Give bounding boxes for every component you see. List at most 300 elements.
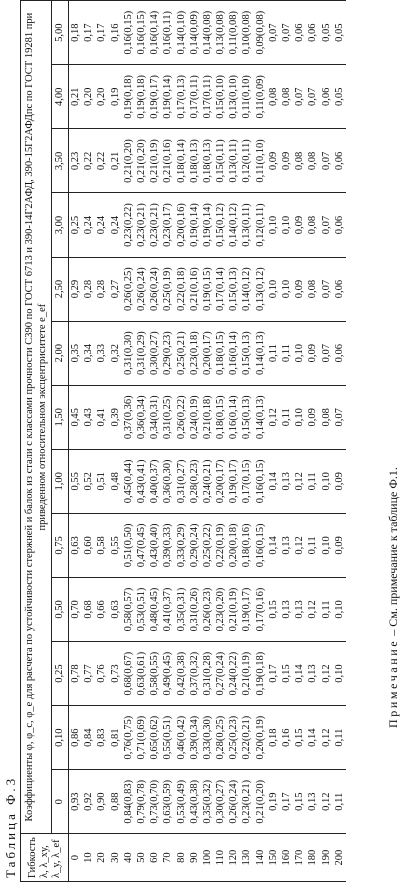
coef-col-11-cell: 0,17(0,11) [188,75,200,119]
coef-col-1-column [69,706,346,770]
eccentricity-header-4: 0,75 [52,513,69,577]
coef-col-0-cell: 0,79(0,78) [135,779,147,824]
coef-col-10-cell: 0,18(0,13) [201,139,213,183]
coef-col-9-cell: 0,14(0,12) [228,203,240,247]
flexibility-header [21,834,69,882]
coef-col-3-cell: 0,15 [267,600,279,619]
coef-col-7-cell: 0,11 [281,344,292,363]
coef-col-2-cell: 0,21(0,19) [241,651,253,696]
coef-col-6-cell: 0,18(0,15) [215,395,227,440]
coef-col-3-cell: 0,13 [294,600,306,619]
coef-col-12-cell: 0,13(0,08) [215,10,227,55]
coef-col-9-cell: 0,23(0,21) [135,203,147,247]
coef-col-12-cell: 0,14(0,09) [188,10,200,55]
coef-col-1-cell: 0,71(0,69) [135,715,147,760]
coef-col-3-column [69,577,346,641]
coef-col-10-cell: 0,21 [109,151,121,171]
coef-col-10-cell: 0,07 [320,151,332,171]
coef-col-2-cell: 0,73 [109,664,121,683]
coef-col-10-cell: 0,21(0,19) [149,139,161,183]
coef-col-4-cell: 0,16(0,15) [254,523,266,568]
coef-col-0-cell: 0,26(0,24) [228,779,240,824]
flexibility-cell: 120 [228,849,240,866]
coef-col-8-cell: 0,22(0,18) [175,267,187,311]
coef-col-1-cell: 0,65(0,62) [149,715,161,760]
coef-col-0-cell: 0,84(0,83) [122,779,134,824]
coef-col-12-cell: 0,18 [70,23,81,42]
eccentricity-header-7: 2,00 [52,321,69,385]
coef-col-10-cell: 0,09 [267,151,279,171]
coef-col-8-cell: 0,28 [83,279,95,299]
coef-col-4-cell: 0,22(0,19) [215,523,227,568]
coef-col-9-cell: 0,10 [267,215,279,235]
coef-col-4-cell: 0,25(0,22) [201,523,213,568]
coef-col-4-cell: 0,29(0,24) [188,523,200,568]
coef-col-6-cell: 0,11 [281,408,292,427]
coef-col-11-cell: 0,13(0,10) [228,74,240,119]
coef-col-0-cell: 0,17 [281,792,292,811]
coef-col-9-cell: 0,07 [320,215,332,235]
flexibility-cell: 60 [149,852,161,863]
coef-col-1-cell: 0,55(0,51) [162,715,174,760]
coef-col-2-cell: 0,49(0,45) [162,651,174,696]
coef-col-2-cell: 0,27(0,24) [215,651,227,696]
flexibility-cell: 180 [307,849,319,866]
coef-col-1-cell: 0,12 [320,728,332,747]
eccentricity-header-5: 1,00 [52,449,69,513]
coef-col-2-cell: 0,37(0,32) [188,651,200,696]
flexibility-cell: 110 [215,849,227,866]
coef-col-7-cell: 0,10 [294,343,306,363]
coef-col-3-cell: 0,10 [333,600,345,619]
note-text: – См. примечание к таблице Ф.1. [386,467,400,636]
coef-col-12-cell: 0,09(0,08) [254,10,266,55]
coef-col-4-cell: 0,33(0,29) [175,523,187,568]
coef-col-6-cell: 0,10 [294,408,306,427]
coef-col-0-cell: 0,19 [267,792,279,811]
coef-col-8-cell: 0,06 [333,279,345,299]
eccentricity-header-10: 3,50 [52,129,69,193]
coef-col-10-column [69,129,346,193]
coef-col-0-cell: 0,88 [109,792,121,811]
coef-col-6-cell: 0,39 [109,408,121,427]
coef-col-11-column [69,65,346,129]
caption-number: Ф.3 [3,775,18,805]
coef-col-0-cell: 0,12 [320,792,332,811]
coef-col-9-cell: 0,24 [109,215,121,235]
coef-col-8-cell: 0,17(0,14) [215,267,227,311]
coef-col-11-cell: 0,05 [333,87,345,107]
coef-col-7-cell: 0,15(0,13) [241,331,253,376]
coef-col-3-cell: 0,63 [109,600,121,619]
coef-col-7-cell: 0,20(0,17) [201,331,213,376]
coef-col-4-cell: 0,43(0,40) [149,523,161,568]
coef-col-4-cell: 0,60 [83,536,95,555]
eccentricity-header-11: 4,00 [52,65,69,129]
coef-col-1-cell: 0,14 [307,728,319,747]
coef-col-7-cell: 0,18(0,15) [215,331,227,376]
coef-col-6-cell: 0,24(0,19) [188,395,200,440]
coef-col-7-column [69,321,346,385]
coef-col-10-cell: 0,06 [333,151,345,171]
coef-col-5-cell: 0,51 [96,472,108,491]
eccentricity-header-6: 1,50 [52,385,69,449]
coef-col-6-cell: 0,21(0,18) [201,395,213,440]
coef-col-9-cell: 0,23(0,21) [149,203,161,247]
coef-col-0-cell: 0,90 [96,792,108,811]
coef-col-6-cell: 0,36(0,34) [135,395,147,440]
coef-col-4-cell: 0,63 [70,536,81,555]
coef-col-12-cell: 0,14(0,08) [201,10,213,55]
coef-col-9-cell: 0,15(0,12) [215,203,227,247]
coef-col-11-cell: 0,19 [109,87,121,107]
coef-col-6-cell: 0,16(0,14) [228,395,240,440]
eccentricity-header-2: 0,25 [52,642,69,706]
coef-col-9-cell: 0,23(0,22) [122,203,134,247]
coef-col-1-cell: 0,22(0,21) [241,715,253,760]
coef-col-4-cell: 0,51(0,50) [122,523,134,568]
coef-col-5-cell: 0,13 [281,472,292,491]
coef-col-4-cell: 0,13 [281,536,292,555]
coef-col-12-cell: 0,10(0,08) [241,10,253,55]
coef-col-9-cell: 0,20(0,16) [175,203,187,247]
coef-col-11-cell: 0,17(0,13) [175,74,187,119]
eccentricity-header-8: 2,50 [52,257,69,321]
coefficient-table [20,0,346,882]
coef-col-2-cell: 0,68(0,67) [122,651,134,696]
coef-col-10-cell: 0,18(0,13) [188,139,200,183]
eccentricity-header-3: 0,50 [52,577,69,641]
coef-col-12-cell: 0,05 [333,23,345,42]
coef-col-6-cell: 0,26(0,22) [175,395,187,440]
table-caption [3,776,19,878]
coef-col-5-cell: 0,14 [267,472,279,491]
coef-col-8-column [69,257,346,321]
coef-col-0-cell: 0,73(0,70) [149,779,161,824]
coef-col-7-cell: 0,25(0,21) [175,331,187,376]
flexibility-cell: 150 [267,849,279,866]
coef-col-8-cell: 0,28 [96,279,108,299]
eccentricity-header-9: 3,00 [52,193,69,257]
coef-col-11-cell: 0,19(0,18) [122,74,134,119]
coef-col-12-cell: 0,16 [109,23,121,42]
coef-col-5-cell: 0,16(0,15) [254,459,266,504]
table-description: Коэффициенты φ, φ_c, φ_e для расчета по устойчивости стержней и балок из стали с классами прочности С390 по ГОСТ 6713 и 390-14Г2АФД, 390-15Г2АФДпс по ГОСТ 19281 при приведенном относительном эксцентриситете e_ef [21,1,52,834]
coef-col-2-cell: 0,19(0,18) [254,651,266,696]
coef-col-6-cell: 0,14(0,13) [254,395,266,440]
coef-col-2-cell: 0,10 [333,664,345,683]
coef-col-11-cell: 0,20 [96,87,108,107]
coef-col-11-cell: 0,17(0,11) [201,75,213,119]
coef-col-0-cell: 0,21(0,20) [254,779,266,824]
coef-col-12-column [69,1,346,65]
coef-col-1-cell: 0,46(0,42) [175,715,187,760]
coef-col-3-cell: 0,12 [307,600,319,619]
coef-col-0-cell: 0,35(0,32) [201,779,213,824]
coef-col-8-cell: 0,07 [320,279,332,299]
coef-col-9-cell: 0,06 [333,215,345,235]
coef-col-4-cell: 0,09 [333,536,345,555]
coef-col-7-cell: 0,31(0,30) [122,331,134,376]
coef-col-9-cell: 0,24 [83,215,95,235]
coef-col-0-cell: 0,23(0,21) [241,779,253,824]
coef-col-5-cell: 0,11 [307,472,319,491]
coef-col-11-cell: 0,20 [83,87,95,107]
coef-col-4-cell: 0,55 [109,536,121,555]
coef-col-1-cell: 0,25(0,23) [228,715,240,760]
coef-col-1-cell: 0,81 [109,728,121,747]
coef-col-9-cell: 0,09 [294,215,306,235]
coef-col-5-cell: 0,55 [70,472,81,491]
coef-col-0-cell: 0,30(0,27) [215,779,227,824]
coef-col-12-cell: 0,16(0,15) [135,10,147,55]
coef-col-11-cell: 0,11(0,09) [254,75,266,119]
coef-col-5-cell: 0,40(0,37) [149,459,161,504]
coef-col-6-cell: 0,45 [70,408,81,427]
coef-col-8-cell: 0,26(0,25) [122,267,134,311]
table-note [386,467,401,728]
coef-col-12-cell: 0,16(0,14) [149,10,161,55]
flexibility-cell: 140 [254,849,266,866]
eccentricity-header-0: 0 [52,770,69,834]
coef-col-11-cell: 0,07 [307,87,319,107]
coef-col-7-cell: 0,16(0,14) [228,331,240,376]
coef-col-7-cell: 0,29(0,23) [162,331,174,376]
coef-col-12-cell: 0,05 [320,23,332,42]
coef-col-1-cell: 0,15 [294,728,306,747]
coef-col-12-cell: 0,07 [267,23,279,42]
coef-col-7-cell: 0,11 [267,344,279,363]
coef-col-7-cell: 0,34 [83,343,95,363]
coef-col-9-cell: 0,13(0,11) [241,203,253,247]
coef-col-2-cell: 0,14 [294,664,306,683]
coef-col-12-cell: 0,17 [96,23,108,42]
flexibility-cell: 0 [70,855,81,861]
coef-col-5-cell: 0,19(0,17) [228,459,240,504]
coef-col-9-cell: 0,08 [307,215,319,235]
coef-col-1-cell: 0,16 [281,728,292,747]
flexibility-cell: 20 [96,852,108,863]
coef-col-6-cell: 0,09 [307,408,319,427]
coef-col-3-cell: 0,31(0,26) [188,587,200,632]
coef-col-7-cell: 0,35 [70,343,81,363]
coef-col-2-cell: 0,12 [320,664,332,683]
coef-col-7-cell: 0,06 [333,343,345,363]
coef-col-0-cell: 0,93 [70,792,81,811]
coef-col-2-cell: 0,58(0,55) [149,651,161,696]
coef-col-8-cell: 0,14(0,12) [241,267,253,311]
coef-col-0-cell: 0,13 [307,792,319,811]
coef-col-6-cell: 0,41 [96,408,108,427]
coef-col-5-cell: 0,17(0,15) [241,459,253,504]
coef-col-6-cell: 0,07 [333,408,345,427]
coef-col-8-cell: 0,13(0,12) [254,267,266,311]
coef-col-11-cell: 0,08 [267,87,279,107]
coef-col-7-cell: 0,14(0,13) [254,331,266,376]
eccentricity-header-row [52,1,69,882]
coef-col-6-cell: 0,37(0,36) [122,395,134,440]
coef-col-7-cell: 0,31(0,29) [135,331,147,376]
coef-col-0-cell: 0,15 [294,792,306,811]
coef-col-10-cell: 0,21(0,20) [135,139,147,183]
coef-col-10-cell: 0,21(0,20) [122,139,134,183]
coef-col-2-cell: 0,15 [281,664,292,683]
coef-col-1-cell: 0,83 [96,728,108,747]
coef-col-8-cell: 0,29 [70,279,81,299]
coef-col-12-cell: 0,16(0,15) [122,10,134,55]
coef-col-7-cell: 0,07 [320,343,332,363]
coef-col-11-cell: 0,21 [70,87,81,107]
coef-col-11-cell: 0,19(0,17) [149,74,161,119]
flexibility-cell: 10 [83,852,95,863]
coef-col-5-cell: 0,52 [83,472,95,491]
coef-col-5-cell: 0,31(0,27) [175,459,187,504]
coef-col-8-cell: 0,26(0,24) [135,267,147,311]
flex-label-line-2: λ, λ_xу, [38,845,50,878]
coef-col-1-cell: 0,11 [333,728,345,747]
coef-col-6-cell: 0,31(0,25) [162,395,174,440]
coef-col-10-cell: 0,22 [96,151,108,171]
coef-col-5-cell: 0,36(0,30) [162,459,174,504]
coef-col-1-cell: 0,33(0,30) [201,715,213,760]
coef-col-11-cell: 0,15(0,10) [215,74,227,119]
coef-col-10-cell: 0,08 [294,151,306,171]
coef-col-5-column [69,449,346,513]
coef-col-7-cell: 0,09 [307,343,319,363]
coef-col-5-cell: 0,43(0,41) [135,459,147,504]
coef-col-2-cell: 0,63(0,61) [135,651,147,696]
coef-col-2-cell: 0,42(0,38) [175,651,187,696]
coef-col-2-cell: 0,77 [83,664,95,683]
coef-col-5-cell: 0,28(0,23) [188,459,200,504]
coef-col-4-cell: 0,20(0,18) [228,523,240,568]
coef-col-7-cell: 0,23(0,18) [188,331,200,376]
coef-col-2-cell: 0,13 [307,664,319,683]
coef-col-4-cell: 0,47(0,45) [135,523,147,568]
coef-col-6-column [69,385,346,449]
coef-col-3-cell: 0,41(0,37) [162,587,174,632]
coef-col-11-cell: 0,19(0,18) [135,74,147,119]
coef-col-10-cell: 0,15(0,11) [215,139,227,183]
coef-col-3-cell: 0,26(0,23) [201,587,213,632]
coef-col-5-cell: 0,10 [320,472,332,491]
coef-col-4-cell: 0,12 [294,536,306,555]
coef-col-10-cell: 0,22 [83,151,95,171]
flex-label-line-1: Гибкость [26,837,38,878]
coef-col-6-cell: 0,15(0,13) [241,395,253,440]
coef-col-11-cell: 0,19(0,14) [162,74,174,119]
coef-col-3-cell: 0,53(0,51) [135,587,147,632]
coef-col-4-cell: 0,10 [320,536,332,555]
coef-col-2-cell: 0,17 [267,664,279,683]
flexibility-cell: 30 [109,852,121,863]
note-label: Примечание [386,638,400,728]
flexibility-cell: 100 [201,849,213,866]
coef-col-1-cell: 0,20(0,19) [254,715,266,760]
caption-word: Таблица [3,811,18,878]
coef-col-12-cell: 0,17 [83,23,95,42]
flexibility-cell: 200 [333,849,345,866]
coef-col-10-cell: 0,09 [281,151,292,171]
coef-col-10-cell: 0,12(0,11) [241,139,253,183]
coef-col-3-cell: 0,19(0,17) [241,587,253,632]
coef-col-6-cell: 0,08 [320,408,332,427]
coef-col-3-cell: 0,17(0,16) [254,587,266,632]
coef-col-10-cell: 0,18(0,14) [175,139,187,183]
coef-col-3-cell: 0,48(0,45) [149,587,161,632]
coef-col-9-cell: 0,23(0,17) [162,203,174,247]
coef-col-8-cell: 0,25(0,19) [162,267,174,311]
coef-col-12-cell: 0,16(0,11) [162,10,174,55]
coef-col-1-cell: 0,84 [83,728,95,747]
coef-col-11-cell: 0,06 [320,87,332,107]
coef-col-7-cell: 0,30(0,27) [149,331,161,376]
coef-col-9-cell: 0,25 [70,215,81,235]
coef-col-5-cell: 0,45(0,44) [122,459,134,504]
coef-col-4-cell: 0,14 [267,536,279,555]
coef-col-9-cell: 0,19(0,14) [188,203,200,247]
eccentricity-header-1: 0,10 [52,706,69,770]
coef-col-3-cell: 0,23(0,20) [215,587,227,632]
coef-col-8-cell: 0,10 [281,279,292,299]
coef-col-9-cell: 0,24 [96,215,108,235]
flexibility-cell: 130 [241,849,253,866]
coef-col-4-cell: 0,18(0,16) [241,523,253,568]
coef-col-0-cell: 0,53(0,49) [175,779,187,824]
coef-col-10-cell: 0,21(0,16) [162,139,174,183]
flexibility-cell: 70 [162,852,174,863]
coef-col-1-cell: 0,76(0,75) [122,715,134,760]
coef-col-3-cell: 0,35(0,31) [175,587,187,632]
coef-col-7-cell: 0,32 [109,343,121,363]
coef-col-9-column [69,193,346,257]
coef-col-3-cell: 0,13 [281,600,292,619]
eccentricity-header-12: 5,00 [52,1,69,65]
coef-col-12-cell: 0,11(0,08) [228,10,240,55]
coef-col-6-cell: 0,43 [83,408,95,427]
coef-col-1-cell: 0,18 [267,728,279,747]
flexibility-cell: 50 [135,852,147,863]
coef-col-3-cell: 0,68 [83,600,95,619]
coef-col-8-cell: 0,21(0,16) [188,267,200,311]
coef-col-5-cell: 0,09 [333,472,345,491]
coef-col-5-cell: 0,12 [294,472,306,491]
coef-col-11-cell: 0,11(0,10) [241,75,253,119]
coef-col-7-cell: 0,33 [96,343,108,363]
coef-col-4-cell: 0,58 [96,536,108,555]
coef-col-5-cell: 0,48 [109,472,121,491]
coef-col-3-cell: 0,11 [320,600,332,619]
coef-col-5-cell: 0,24(0,21) [201,459,213,504]
coef-col-11-cell: 0,07 [294,87,306,107]
flexibility-column [69,834,346,882]
coef-col-8-cell: 0,27 [109,279,121,299]
coef-col-0-cell: 0,43(0,38) [188,779,200,824]
coef-col-3-cell: 0,58(0,57) [122,587,134,632]
coef-col-10-cell: 0,23 [70,151,81,171]
coef-col-1-cell: 0,28(0,25) [215,715,227,760]
coef-col-8-cell: 0,10 [267,279,279,299]
coef-col-8-cell: 0,08 [307,279,319,299]
coef-col-5-cell: 0,20(0,17) [215,459,227,504]
coef-col-3-cell: 0,66 [96,600,108,619]
coef-col-0-cell: 0,63(0,59) [162,779,174,824]
coef-col-2-cell: 0,24(0,22) [228,651,240,696]
header-row-1 [21,1,52,882]
coef-col-12-cell: 0,06 [307,23,319,42]
coef-col-4-cell: 0,11 [307,536,319,555]
coef-col-2-cell: 0,78 [70,664,81,683]
